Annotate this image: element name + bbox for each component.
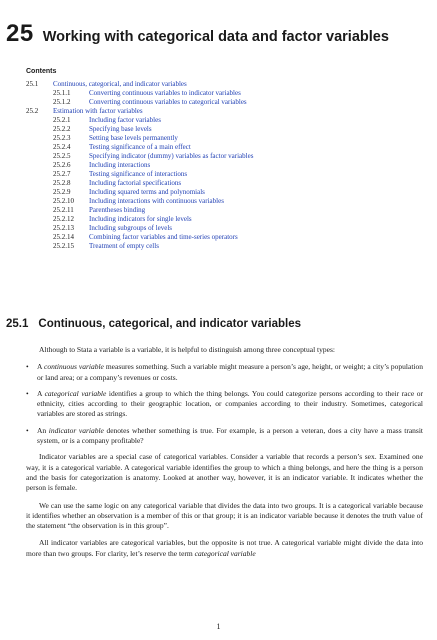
toc-entry-link[interactable]: Combining factor variables and time-series operators (89, 233, 238, 241)
toc-entry-number: 25.2.5 (53, 152, 71, 160)
bullet-term: indicator variable (48, 425, 104, 435)
toc-entry-link[interactable]: Converting continuous variables to categorical variables (89, 98, 247, 106)
toc-entry-number: 25.2.11 (53, 206, 74, 214)
toc-entry-number: 25.2.15 (53, 242, 74, 250)
paragraph-3-term: categorical variable (194, 548, 256, 558)
bullet-list (26, 362, 423, 446)
bullet-lead: A (37, 388, 45, 398)
bullet-item (26, 362, 423, 383)
toc-entry-number: 25.2.14 (53, 233, 74, 241)
toc-entry-number: 25.1 (26, 80, 39, 88)
chapter-number: 25 (6, 20, 34, 47)
bullet-text: measures something. Such a variable might measure a person’s age, height, or weight; a city’s population or land area; or a company’s revenues or costs. (37, 362, 423, 382)
toc-entry-link[interactable]: Parentheses binding (89, 206, 146, 214)
paragraph-2: We can use the same logic on any categorical variable that divides the data into two groups. It is a categorical variable because it identifies whether an observation is a member of this or that group; it is an indicator variable because it denotes the truth value of the statement “the observation is in this group”. (26, 500, 423, 531)
section-number: 25.1 (6, 318, 29, 330)
bullet-item (26, 389, 423, 420)
chapter-title: Working with categorical data and factor variables (42, 29, 389, 45)
toc-entry-number: 25.2 (26, 107, 39, 115)
toc-entry-link[interactable]: Including subgroups of levels (89, 224, 173, 232)
toc-entry-number: 25.2.9 (53, 188, 71, 196)
toc-entry-number: 25.1.2 (53, 98, 71, 106)
toc-entry-link[interactable]: Estimation with factor variables (53, 107, 143, 115)
toc-entry-link[interactable]: Treatment of empty cells (89, 242, 159, 250)
bullet-text: denotes whether something is true. For example, is a person a veteran, does a city have a mass transit system, or is a company profitable? (37, 425, 423, 446)
toc-entry-number: 25.2.13 (53, 224, 74, 232)
bullet-icon: • (26, 362, 29, 372)
paragraph-3-text: All indicator variables are categorical variables, but the opposite is not true. A categorical variable might divide the data into more than two groups. For clarity, let’s reserve the term (26, 538, 423, 558)
toc-entry-number: 25.2.12 (53, 215, 74, 223)
toc-entry-link[interactable]: Including factor variables (89, 116, 161, 124)
chapter-heading (6, 20, 389, 48)
bullet-icon: • (26, 425, 29, 435)
bullet-term: categorical variable (44, 388, 107, 398)
toc-entry-link[interactable]: Including interactions with continuous variables (89, 197, 224, 205)
toc-entry-number: 25.2.4 (53, 143, 71, 151)
bullet-lead: An (37, 425, 49, 435)
toc-entry-number: 25.2.8 (53, 179, 71, 187)
toc-entry-link[interactable]: Testing significance of interactions (89, 170, 188, 178)
paragraph-1: Indicator variables are a special case of categorical variables. Consider a variable that records a person’s sex. Examined one way, it is a categorical variable. A categorical variable identifies the group to which a thing belongs, and here the thing is a person and the basis for categorization is anatomy. Looked at another way, however, it is an indicator variable. It indicates whether the person is female. (26, 452, 423, 493)
paragraph-3 (26, 538, 423, 559)
toc-entry-link[interactable]: Specifying base levels (89, 125, 152, 133)
toc-entry-link[interactable]: Converting continuous variables to indicator variables (89, 89, 241, 97)
toc-entry-link[interactable]: Specifying indicator (dummy) variables as factor variables (89, 152, 254, 160)
toc-entry-number: 25.1.1 (53, 89, 71, 97)
bullet-text: identifies a group to which the thing belongs. You could categorize persons according to their race or ethnicity, cities according to their geographic location, or companies according to their industry. Sometimes, categorical variables are stored as strings. (37, 388, 423, 419)
bullet-term: continuous variable (43, 362, 104, 372)
bullet-item (26, 426, 423, 447)
toc-entry-link[interactable]: Testing significance of a main effect (89, 143, 191, 151)
section-title: Continuous, categorical, and indicator variables (38, 318, 302, 330)
intro-paragraph: Although to Stata a variable is a variable, it is helpful to distinguish among three conceptual types: (39, 345, 335, 354)
toc-entry-link[interactable]: Including interactions (89, 161, 151, 169)
toc-entry-number: 25.2.2 (53, 125, 71, 133)
toc-entry-number: 25.2.3 (53, 134, 71, 142)
toc-entry-number: 25.2.6 (53, 161, 71, 169)
toc-entry-number: 25.2.1 (53, 116, 71, 124)
toc-entry-link[interactable]: Including indicators for single levels (89, 215, 192, 223)
bullet-icon: • (26, 388, 29, 398)
bullet-lead: A (37, 362, 44, 372)
toc-entry-link[interactable]: Continuous, categorical, and indicator variables (53, 80, 187, 88)
contents-heading: Contents (26, 68, 57, 75)
page-number: 1 (216, 622, 221, 631)
toc-entry-link[interactable]: Setting base levels permanently (89, 134, 178, 142)
toc-entry-link[interactable]: Including factorial specifications (89, 179, 182, 187)
toc-entry-link[interactable]: Including squared terms and polynomials (89, 188, 205, 196)
section-body (26, 345, 423, 566)
toc-entry-number: 25.2.7 (53, 170, 71, 178)
toc-entry-number: 25.2.10 (53, 197, 74, 205)
section-heading (6, 318, 301, 330)
